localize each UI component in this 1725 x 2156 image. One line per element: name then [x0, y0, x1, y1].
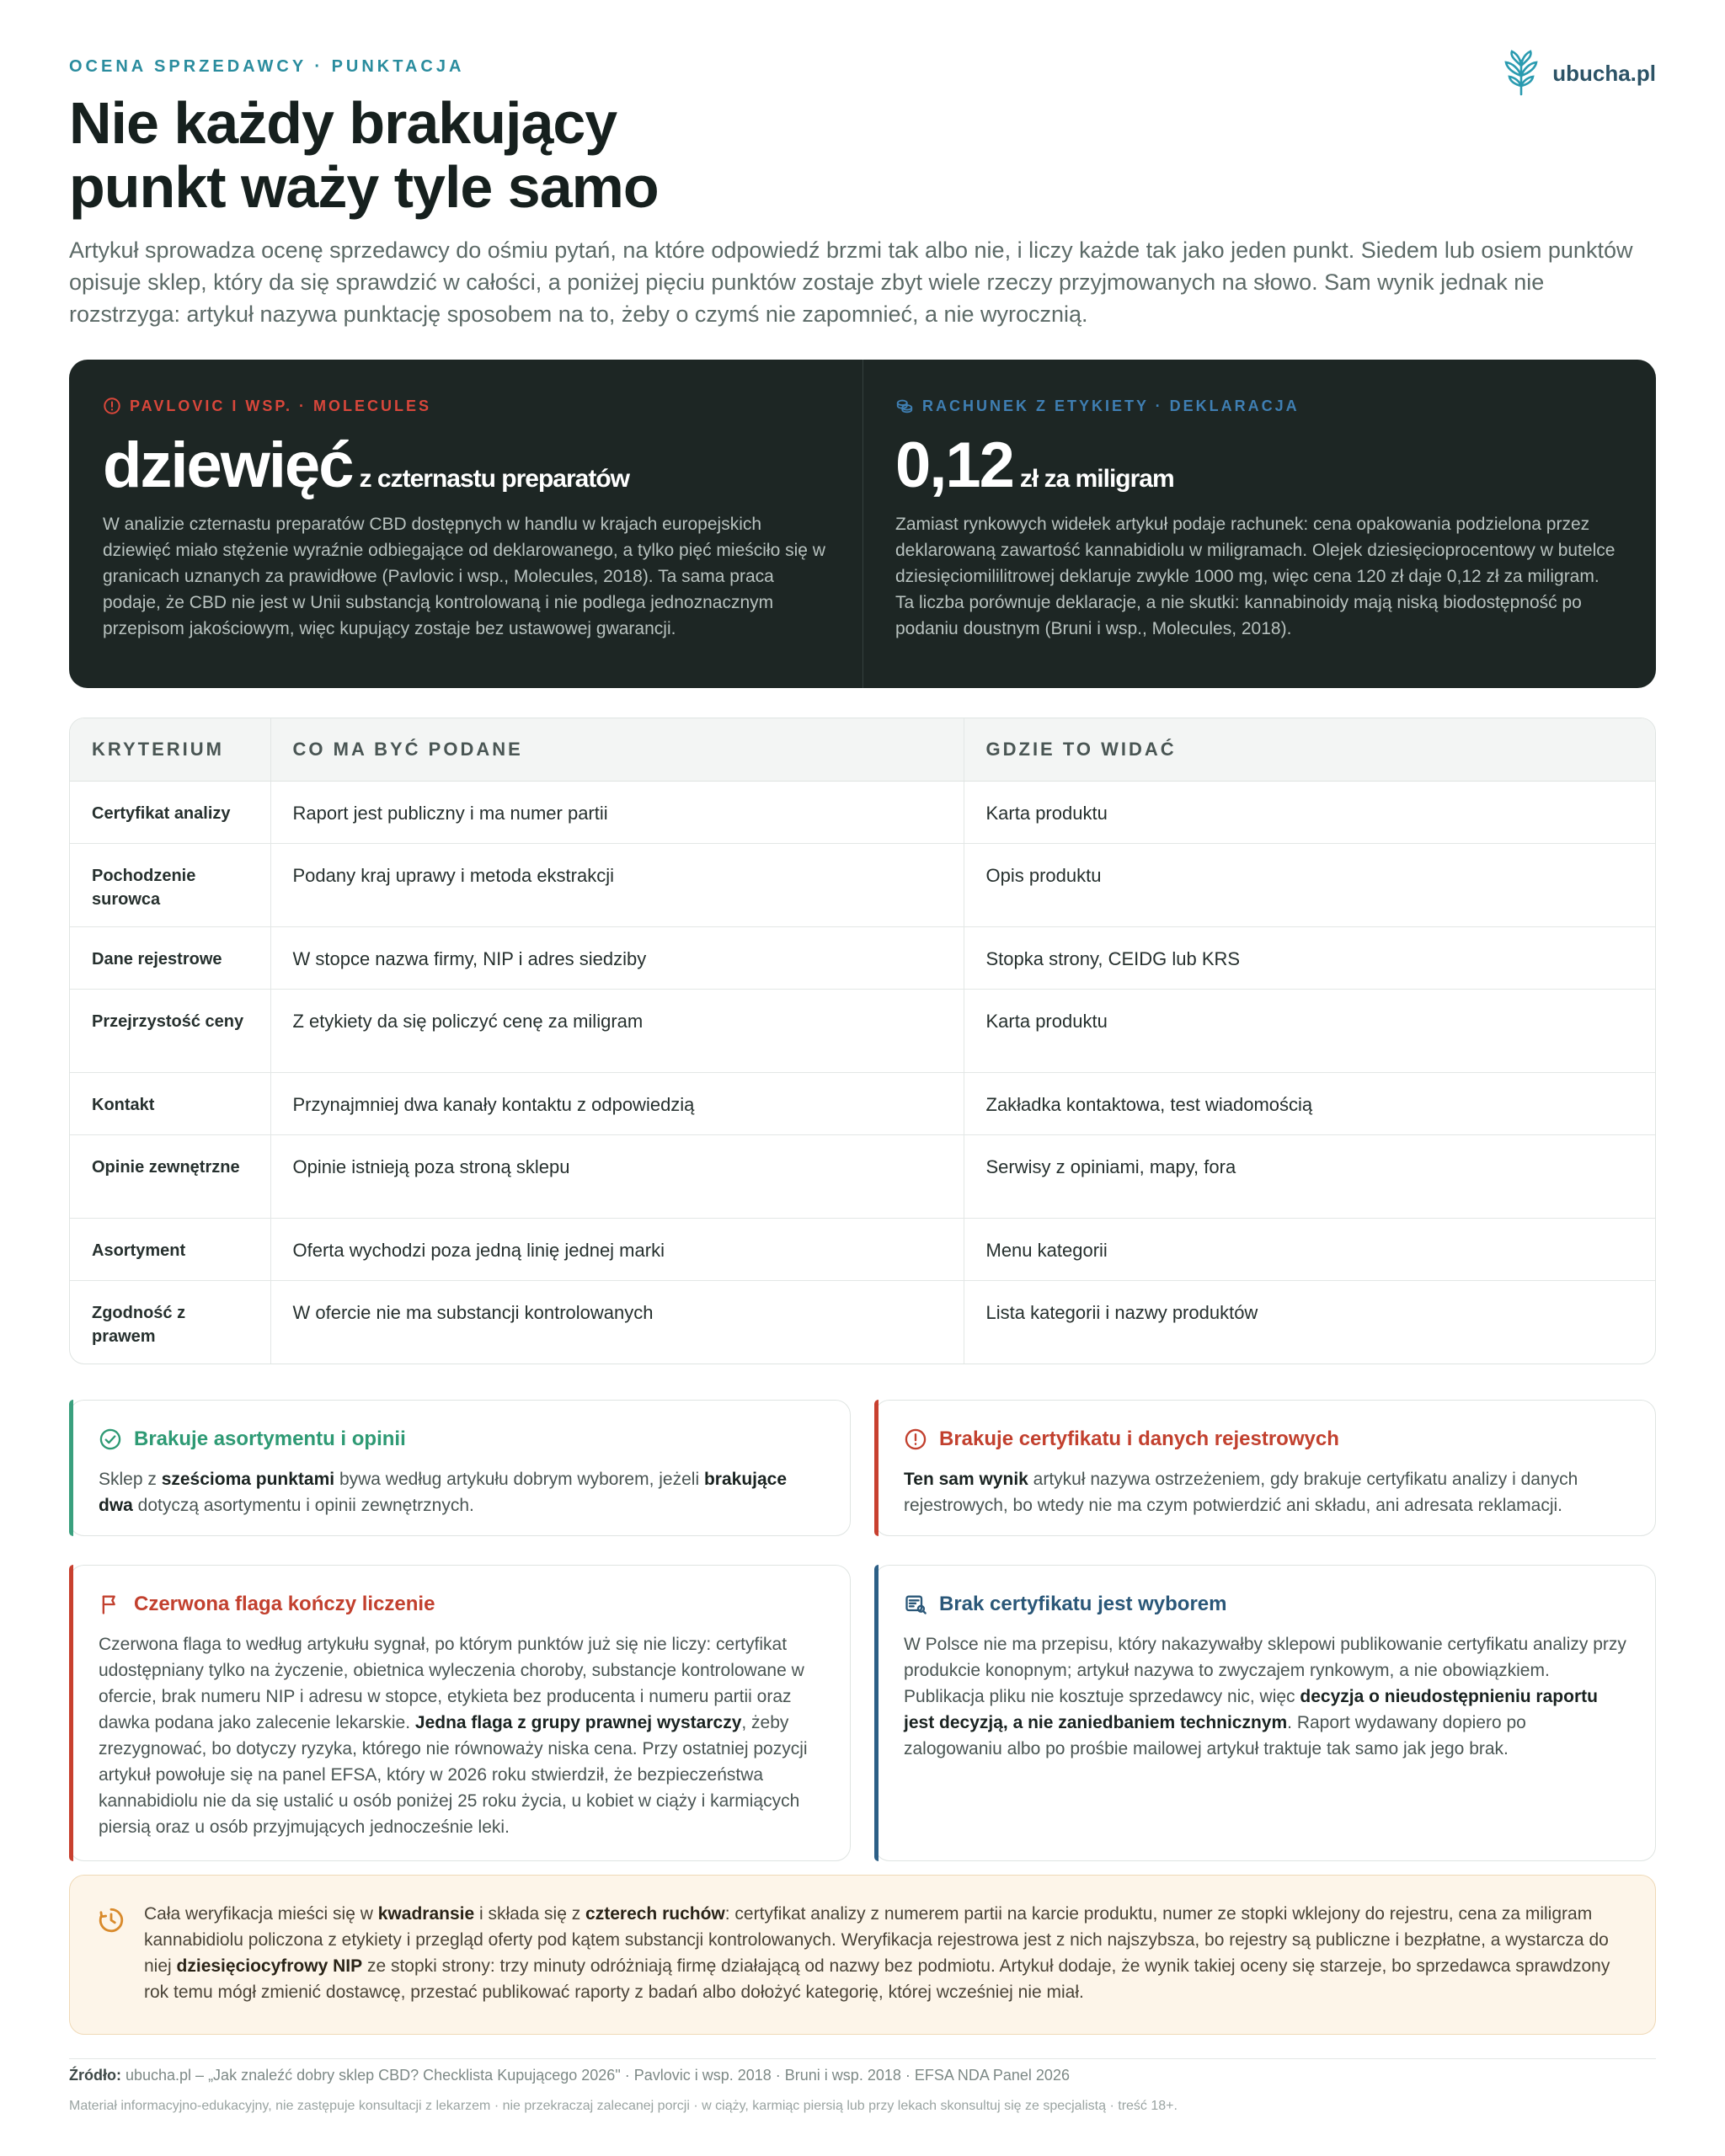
card-title: Brak certyfikatu jest wyborem [939, 1593, 1227, 1615]
source-line [69, 2067, 1070, 2084]
where-cell: Karta produktu [964, 781, 1655, 843]
where-cell: Lista kategorii i nazwy produktów [964, 1280, 1655, 1364]
emphasis: decyzja o nieudostępnieniu raportu jest decyzją, a nie zaniedbaniem technicznym [904, 1687, 1598, 1732]
criterion-cell: Pochodzenie surowca [70, 843, 270, 926]
text-run: dotyczą asortymentu i opinii zewnętrznych. [132, 1496, 474, 1515]
card-missing-certificate [874, 1400, 1656, 1536]
criterion-cell: Przejrzystość ceny [70, 989, 270, 1072]
required-cell: W stopce nazwa firmy, NIP i adres siedziby [270, 926, 964, 989]
brand-name: ubucha.pl [1552, 60, 1656, 86]
card-header [99, 1589, 821, 1620]
eyebrow-label: OCENA SPRZEDAWCY · PUNKTACJA [69, 57, 465, 76]
card-missing-assortment [69, 1400, 851, 1536]
where-cell: Opis produktu [964, 843, 1655, 926]
table-header-row [70, 718, 1655, 781]
criterion-cell: Opinie zewnętrzne [70, 1134, 270, 1218]
required-cell: W ofercie nie ma substancji kontrolowanych [270, 1280, 964, 1364]
stat-headline [103, 432, 829, 499]
stat-description: Zamiast rynkowych widełek artykuł podaje rachunek: cena opakowania podzielona przez deklarowaną zawartość kannabidiolu w miligramach. Olejek dziesięcioprocentowy w butelce dziesięciomililitrowej deklaruje zwykle 1000 mg, więc cena 120 zł daje 0,12 zł za miligram. Ta liczba porównuje deklaracje, a nie skutki: kannabinoidy mają niską biodostępność po podaniu doustnym (Bruni i wsp., Molecules, 2018). [895, 515, 1616, 638]
where-cell: Menu kategorii [964, 1218, 1655, 1280]
emphasis: dziesięciocyfrowy NIP [176, 1956, 363, 1976]
emphasis: brakujące dwa [99, 1470, 788, 1515]
stat-tag-label: PAVLOVIC I WSP. · MOLECULES [130, 397, 432, 414]
emphasis: Ten sam wynik [904, 1470, 1028, 1489]
text-run: Czerwona flaga to według artykułu sygnał, po którym punktów już się nie liczy: certyfikat udostępniany tylko na życzenie, obietnica wyleczenia choroby, substancje kontrolowane w ofercie, brak numeru NIP i adresu w stopce, etykieta bez producenta i numeru partii oraz dawka podana jako zalecenie lekarskie. [99, 1635, 804, 1732]
plant-leaf-icon [1502, 49, 1541, 98]
text-run: artykuł nazywa ostrzeżeniem, gdy brakuje certyfikatu analizy i danych rejestrowych, bo wtedy nie ma czym potwierdzić ani składu, ani adresata reklamacji. [904, 1470, 1578, 1515]
table-row [70, 1072, 1655, 1134]
criterion-cell: Kontakt [70, 1072, 270, 1134]
footer-divider [69, 2058, 1656, 2059]
where-cell: Zakładka kontaktowa, test wiadomością [964, 1072, 1655, 1134]
alert-circle-icon [103, 397, 121, 415]
stat-unit: z czternastu preparatów [359, 465, 629, 493]
text-run: ze stopki strony: trzy minuty odróżniają firmę działającą od nazwy bez podmiotu. Artykuł dodaje, że wynik takiej oceny się starzeje, bo sprzedawca sprawdzony rok temu mógł zmienić dostawcę, przestać publikować raporty z badań albo dołożyć kategorię, której wcześniej nie miał. [144, 1956, 1610, 2002]
flag-icon [99, 1593, 122, 1616]
card-title: Brakuje asortymentu i opinii [134, 1428, 406, 1450]
disclaimer: Materiał informacyjno-edukacyjny, nie zastępuje konsultacji z lekarzem · nie przekraczaj zalecanej porcji · w ciąży, karmiąc piersią lub przy lekach skonsultuj się ze specjalistą · treść 18+. [69, 2099, 1178, 2113]
card-body [904, 1631, 1626, 1762]
column-header-where: GDZIE TO WIDAĆ [964, 718, 1655, 781]
brand-logo-link[interactable] [1502, 49, 1656, 98]
required-cell: Z etykiety da się policzyć cenę za miligram [270, 989, 964, 1072]
text-run: Sklep z [99, 1470, 162, 1489]
table-row [70, 1280, 1655, 1364]
required-cell: Przynajmniej dwa kanały kontaktu z odpowiedzią [270, 1072, 964, 1134]
document-receipt-icon [904, 1593, 927, 1616]
required-cell: Oferta wychodzi poza jedną linię jednej marki [270, 1218, 964, 1280]
source-text: ubucha.pl – „Jak znaleźć dobry sklep CBD? Checklista Kupującego 2026" · Pavlovic i wsp. 2018 · Bruni i wsp. 2018 · EFSA NDA Panel 2026 [120, 2067, 1070, 2084]
text-run: : certyfikat analizy z numerem partii na karcie produktu, numer ze stopki wklejony do rejestru, cena za miligram kannabidiolu policzona z etykiety i przegląd oferty pod kątem substancji kontrolowanych. Weryfikacja rejestrowa jest z nich najszybsza, bo rejestry są publiczne i bezpłatne, a wystarcza do niej [144, 1904, 1609, 1976]
table-row [70, 781, 1655, 843]
card-title: Brakuje certyfikatu i danych rejestrowych [939, 1428, 1339, 1450]
stat-block-price [862, 360, 1656, 688]
coins-icon [895, 397, 914, 415]
emphasis: Jedna flaga z grupy prawnej wystarczy [414, 1713, 742, 1732]
where-cell: Serwisy z opiniami, mapy, fora [964, 1134, 1655, 1218]
stat-number: 0,12 [895, 430, 1013, 501]
table-row [70, 1218, 1655, 1280]
stat-tag [895, 392, 1622, 420]
stats-panel [69, 360, 1656, 688]
emphasis: czterech ruchów [585, 1904, 725, 1924]
stat-block-pavlovic [69, 360, 862, 688]
card-title: Czerwona flaga kończy liczenie [134, 1593, 435, 1615]
stat-tag [103, 392, 829, 420]
emphasis: sześcioma punktami [161, 1470, 335, 1489]
clock-quarter-icon [97, 1906, 126, 1935]
column-header-criterion: KRYTERIUM [70, 718, 270, 781]
where-cell: Karta produktu [964, 989, 1655, 1072]
page-title [69, 91, 659, 219]
note-text [144, 1901, 1621, 2005]
where-cell: Stopka strony, CEIDG lub KRS [964, 926, 1655, 989]
required-cell: Opinie istnieją poza stroną sklepu [270, 1134, 964, 1218]
card-body [904, 1466, 1626, 1518]
stat-headline [895, 432, 1622, 499]
table-row [70, 843, 1655, 926]
card-red-flag [69, 1565, 851, 1861]
table-row [70, 1134, 1655, 1218]
card-certificate-choice [874, 1565, 1656, 1861]
criteria-table [69, 718, 1656, 1364]
card-body [99, 1466, 821, 1518]
text-run: W Polsce nie ma przepisu, który nakazywałby sklepowi publikowanie certyfikatu analizy przy produkcie konopnym; artykuł nazywa to zwyczajem rynkowym, a nie obowiązkiem. Publikacja pliku nie kosztuje sprzedawcy nic, więc [904, 1635, 1626, 1706]
lead-paragraph: Artykuł sprowadza ocenę sprzedawcy do ośmiu pytań, na które odpowiedź brzmi tak albo nie, i liczy każde tak jako jeden punkt. Siedem lub osiem punktów opisuje sklep, który da się sprawdzić w całości, a poniżej pięciu punktów zostaje zbyt wiele rzeczy przyjmowanych na słowo. Sam wynik jednak nie rozstrzyga: artykuł nazywa punktację sposobem na to, żeby o czymś nie zapomnieć, a nie wyrocznią. [69, 237, 1633, 327]
text-run: . Raport wydawany dopiero po zalogowaniu albo po prośbie mailowej artykuł traktuje tak samo jak jego brak. [904, 1713, 1526, 1758]
check-circle-icon [99, 1428, 122, 1451]
title-line-1: Nie każdy brakujący [69, 90, 617, 156]
stat-description: W analizie czternastu preparatów CBD dostępnych w handlu w krajach europejskich dziewięć miało stężenie wyraźnie odbiegające od deklarowanego, a tylko pięć mieściło się w granicach uznanych za prawidłowe (Pavlovic i wsp., Molecules, 2018). Ta sama praca podaje, że CBD nie jest w Unii substancją kontrolowaną i nie podlega jednoznacznym przepisom jakościowym, więc kupujący zostaje bez ustawowej gwarancji. [103, 515, 825, 638]
title-line-2: punkt waży tyle samo [69, 154, 659, 220]
stat-tag-label: RACHUNEK Z ETYKIETY · DEKLARACJA [922, 397, 1300, 414]
criterion-cell: Asortyment [70, 1218, 270, 1280]
column-header-required: CO MA BYĆ PODANE [270, 718, 964, 781]
criterion-cell: Dane rejestrowe [70, 926, 270, 989]
stat-unit: zł za miligram [1019, 465, 1174, 493]
table-row [70, 989, 1655, 1072]
source-label: Źródło: [69, 2067, 121, 2084]
stat-number: dziewięć [103, 430, 353, 501]
text-run: Cała weryfikacja mieści się w [144, 1904, 378, 1924]
table-row [70, 926, 1655, 989]
emphasis: kwadransie [377, 1904, 475, 1924]
text-run: bywa według artykułu dobrym wyborem, jeżeli [334, 1470, 704, 1489]
required-cell: Raport jest publiczny i ma numer partii [270, 781, 964, 843]
card-header [99, 1424, 821, 1454]
card-header [904, 1424, 1626, 1454]
alert-circle-icon [904, 1428, 927, 1451]
text-run: i składa się z [474, 1904, 586, 1924]
text-run: , żeby zrezygnować, bo dotyczy ryzyka, którego nie równoważy niska cena. Przy ostatniej pozycji artykuł powołuje się na panel EFSA, który w 2026 roku stwierdził, że bezpieczeństwa kannabidiolu nie da się ustalić u osób poniżej 25 roku życia, u kobiet w ciąży i karmiących piersią oraz u osób przyjmujących jednocześnie leki. [99, 1713, 808, 1837]
criterion-cell: Zgodność z prawem [70, 1280, 270, 1364]
required-cell: Podany kraj uprawy i metoda ekstrakcji [270, 843, 964, 926]
infographic-page [69, 0, 1656, 2156]
card-body [99, 1631, 821, 1840]
card-header [904, 1589, 1626, 1620]
criterion-cell: Certyfikat analizy [70, 781, 270, 843]
verification-note [69, 1875, 1656, 2035]
